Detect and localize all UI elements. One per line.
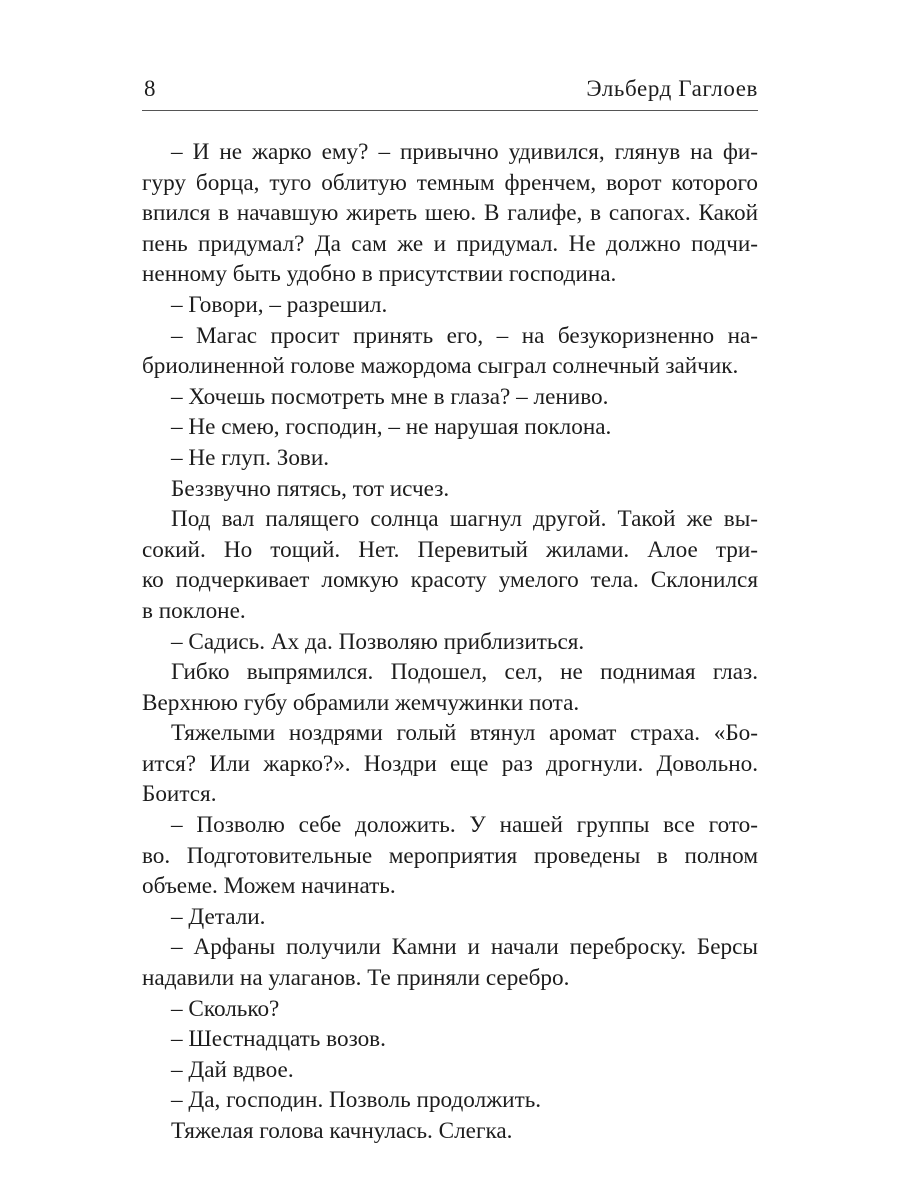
text-line: Тяжелая голова качнулась. Слегка. <box>171 1118 513 1144</box>
text-line: – Позволю себе доложить. У нашей группы все гото- <box>171 812 758 839</box>
text-line: в поклоне. <box>142 597 246 624</box>
text-line: Под вал палящего солнца шагнул другой. Такой же вы- <box>171 506 758 533</box>
text-line: – Дай вдвое. <box>171 1056 294 1083</box>
text-line: – Арфаны получили Камни и начали переброску. Берсы <box>171 934 758 961</box>
text-line: гуру борца, туго облитую темным френчем, ворот которого <box>142 169 758 196</box>
text-line: ненному быть удобно в присутствии господина. <box>142 261 617 288</box>
text-line: бриолиненной голове мажордома сыграл солнечный зайчик. <box>142 353 739 380</box>
text-line: Беззвучно пятясь, тот исчез. <box>171 475 450 502</box>
text-line: надавили на улаганов. Те приняли серебро. <box>142 965 570 992</box>
running-head-author: Эльберд Гаглоев <box>586 76 758 101</box>
text-line: – Садись. Ах да. Позволяю приблизиться. <box>171 628 585 655</box>
text-line: Гибко выпрямился. Подошел, сел, не поднимая глаз. <box>171 659 758 686</box>
text-line: ко подчеркивает ломкую красоту умелого тела. Склонился <box>142 567 758 594</box>
text-line: Верхнюю губу обрамили жемчужинки пота. <box>142 689 580 716</box>
text-line: объеме. Можем начинать. <box>142 873 396 900</box>
page-number: 8 <box>144 76 156 101</box>
text-line: пень придумал? Да сам же и придумал. Не должно подчи- <box>142 230 758 257</box>
text-line: ится? Или жарко?». Ноздри еще раз дрогнули. Довольно. <box>142 750 758 777</box>
text-line: Тяжелыми ноздрями голый втянул аромат страха. «Бо- <box>171 720 758 747</box>
text-line: – Говори, – разрешил. <box>171 291 388 318</box>
text-line: впился в начавшую жиреть шею. В галифе, в сапогах. Какой <box>142 200 758 227</box>
text-line: – И не жарко ему? – привычно удивился, глянув на фи- <box>171 139 758 165</box>
header-divider <box>142 110 758 111</box>
page-header <box>142 72 758 108</box>
text-line: Боится. <box>142 781 217 808</box>
text-line: во. Подготовительные мероприятия проведены в полном <box>142 842 758 869</box>
text-line: – Хочешь посмотреть мне в глаза? – лениво. <box>171 383 609 410</box>
text-line: – Сколько? <box>171 995 280 1022</box>
text-line: – Не глуп. Зови. <box>171 444 330 471</box>
text-line: – Магас просит принять его, – на безукоризненно на- <box>171 322 758 349</box>
text-line: сокий. Но тощий. Нет. Перевитый жилами. Алое три- <box>142 536 758 563</box>
body-text <box>142 137 758 1147</box>
text-line: – Шестнадцать возов. <box>171 1026 386 1053</box>
text-line: – Не смею, господин, – не нарушая поклона. <box>171 414 612 441</box>
text-line: – Да, господин. Позволь продолжить. <box>171 1087 542 1114</box>
text-line: – Детали. <box>171 903 266 930</box>
